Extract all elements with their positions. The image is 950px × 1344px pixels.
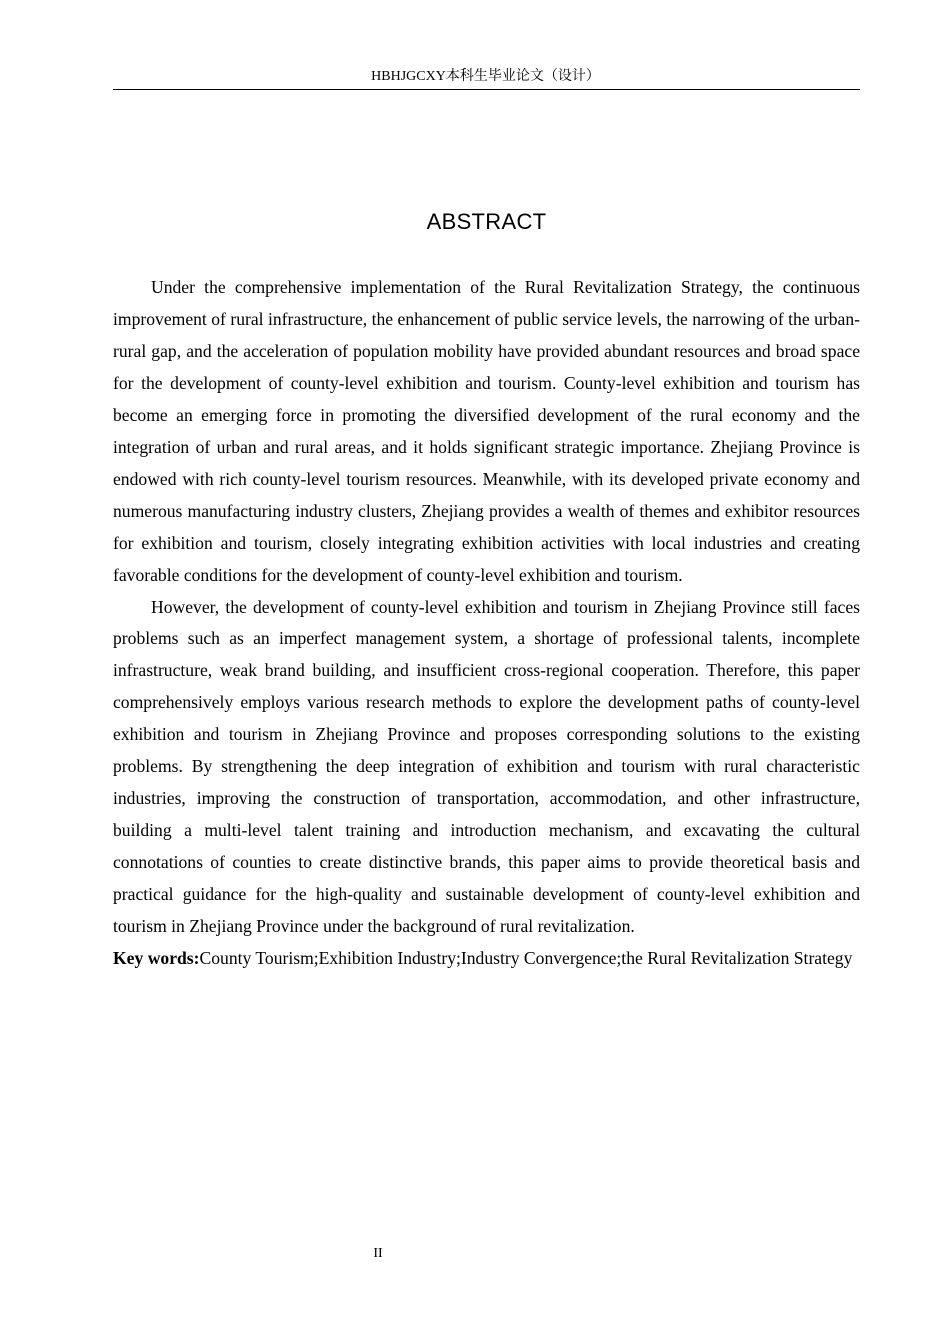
abstract-paragraph-1: Under the comprehensive implementation of the Rural Revitalization Strategy, the continuous improvement of rural infrastructure, the enhancement of public service levels, the narrowing of the urban-rural gap, and the acceleration of population mobility have provided abundant resources and broad space for the development of county-level exhibition and tourism. County-level exhibition and tourism has become an emerging force in promoting the diversified development of the rural economy and the integration of urban and rural areas, and it holds significant strategic importance. Zhejiang Province is endowed with rich county-level tourism resources. Meanwhile, with its developed private economy and numerous manufacturing industry clusters, Zhejiang provides a wealth of themes and exhibitor resources for exhibition and tourism, closely integrating exhibition activities with local industries and creating favorable conditions for the development of county-level exhibition and tourism. [113,277,860,585]
keywords-label: Key words: [113,948,200,969]
abstract-title: ABSTRACT [426,209,547,234]
keywords-line [113,943,860,975]
abstract-paragraph-2: However, the development of county-level exhibition and tourism in Zhejiang Province still faces problems such as an imperfect management system, a shortage of professional talents, incomplete infrastructure, weak brand building, and insufficient cross-regional cooperation. Therefore, this paper comprehensively employs various research methods to explore the development paths of county-level exhibition and tourism in Zhejiang Province and proposes corresponding solutions to the existing problems. By strengthening the deep integration of exhibition and tourism with rural characteristic industries, improving the construction of transportation, accommodation, and other infrastructure, building a multi-level talent training and introduction mechanism, and excavating the cultural connotations of counties to create distinctive brands, this paper aims to provide theoretical basis and practical guidance for the high-quality and sustainable development of county-level exhibition and tourism in Zhejiang Province under the background of rural revitalization. [113,596,860,937]
page-number: II [373,1246,383,1261]
header-text: HBHJGCXY本科生毕业论文（设计） [371,69,600,84]
page-header [113,67,860,90]
abstract-body [113,272,860,975]
keywords-text: County Tourism;Exhibition Industry;Industry Convergence;the Rural Revitalization Strategy [199,948,853,969]
